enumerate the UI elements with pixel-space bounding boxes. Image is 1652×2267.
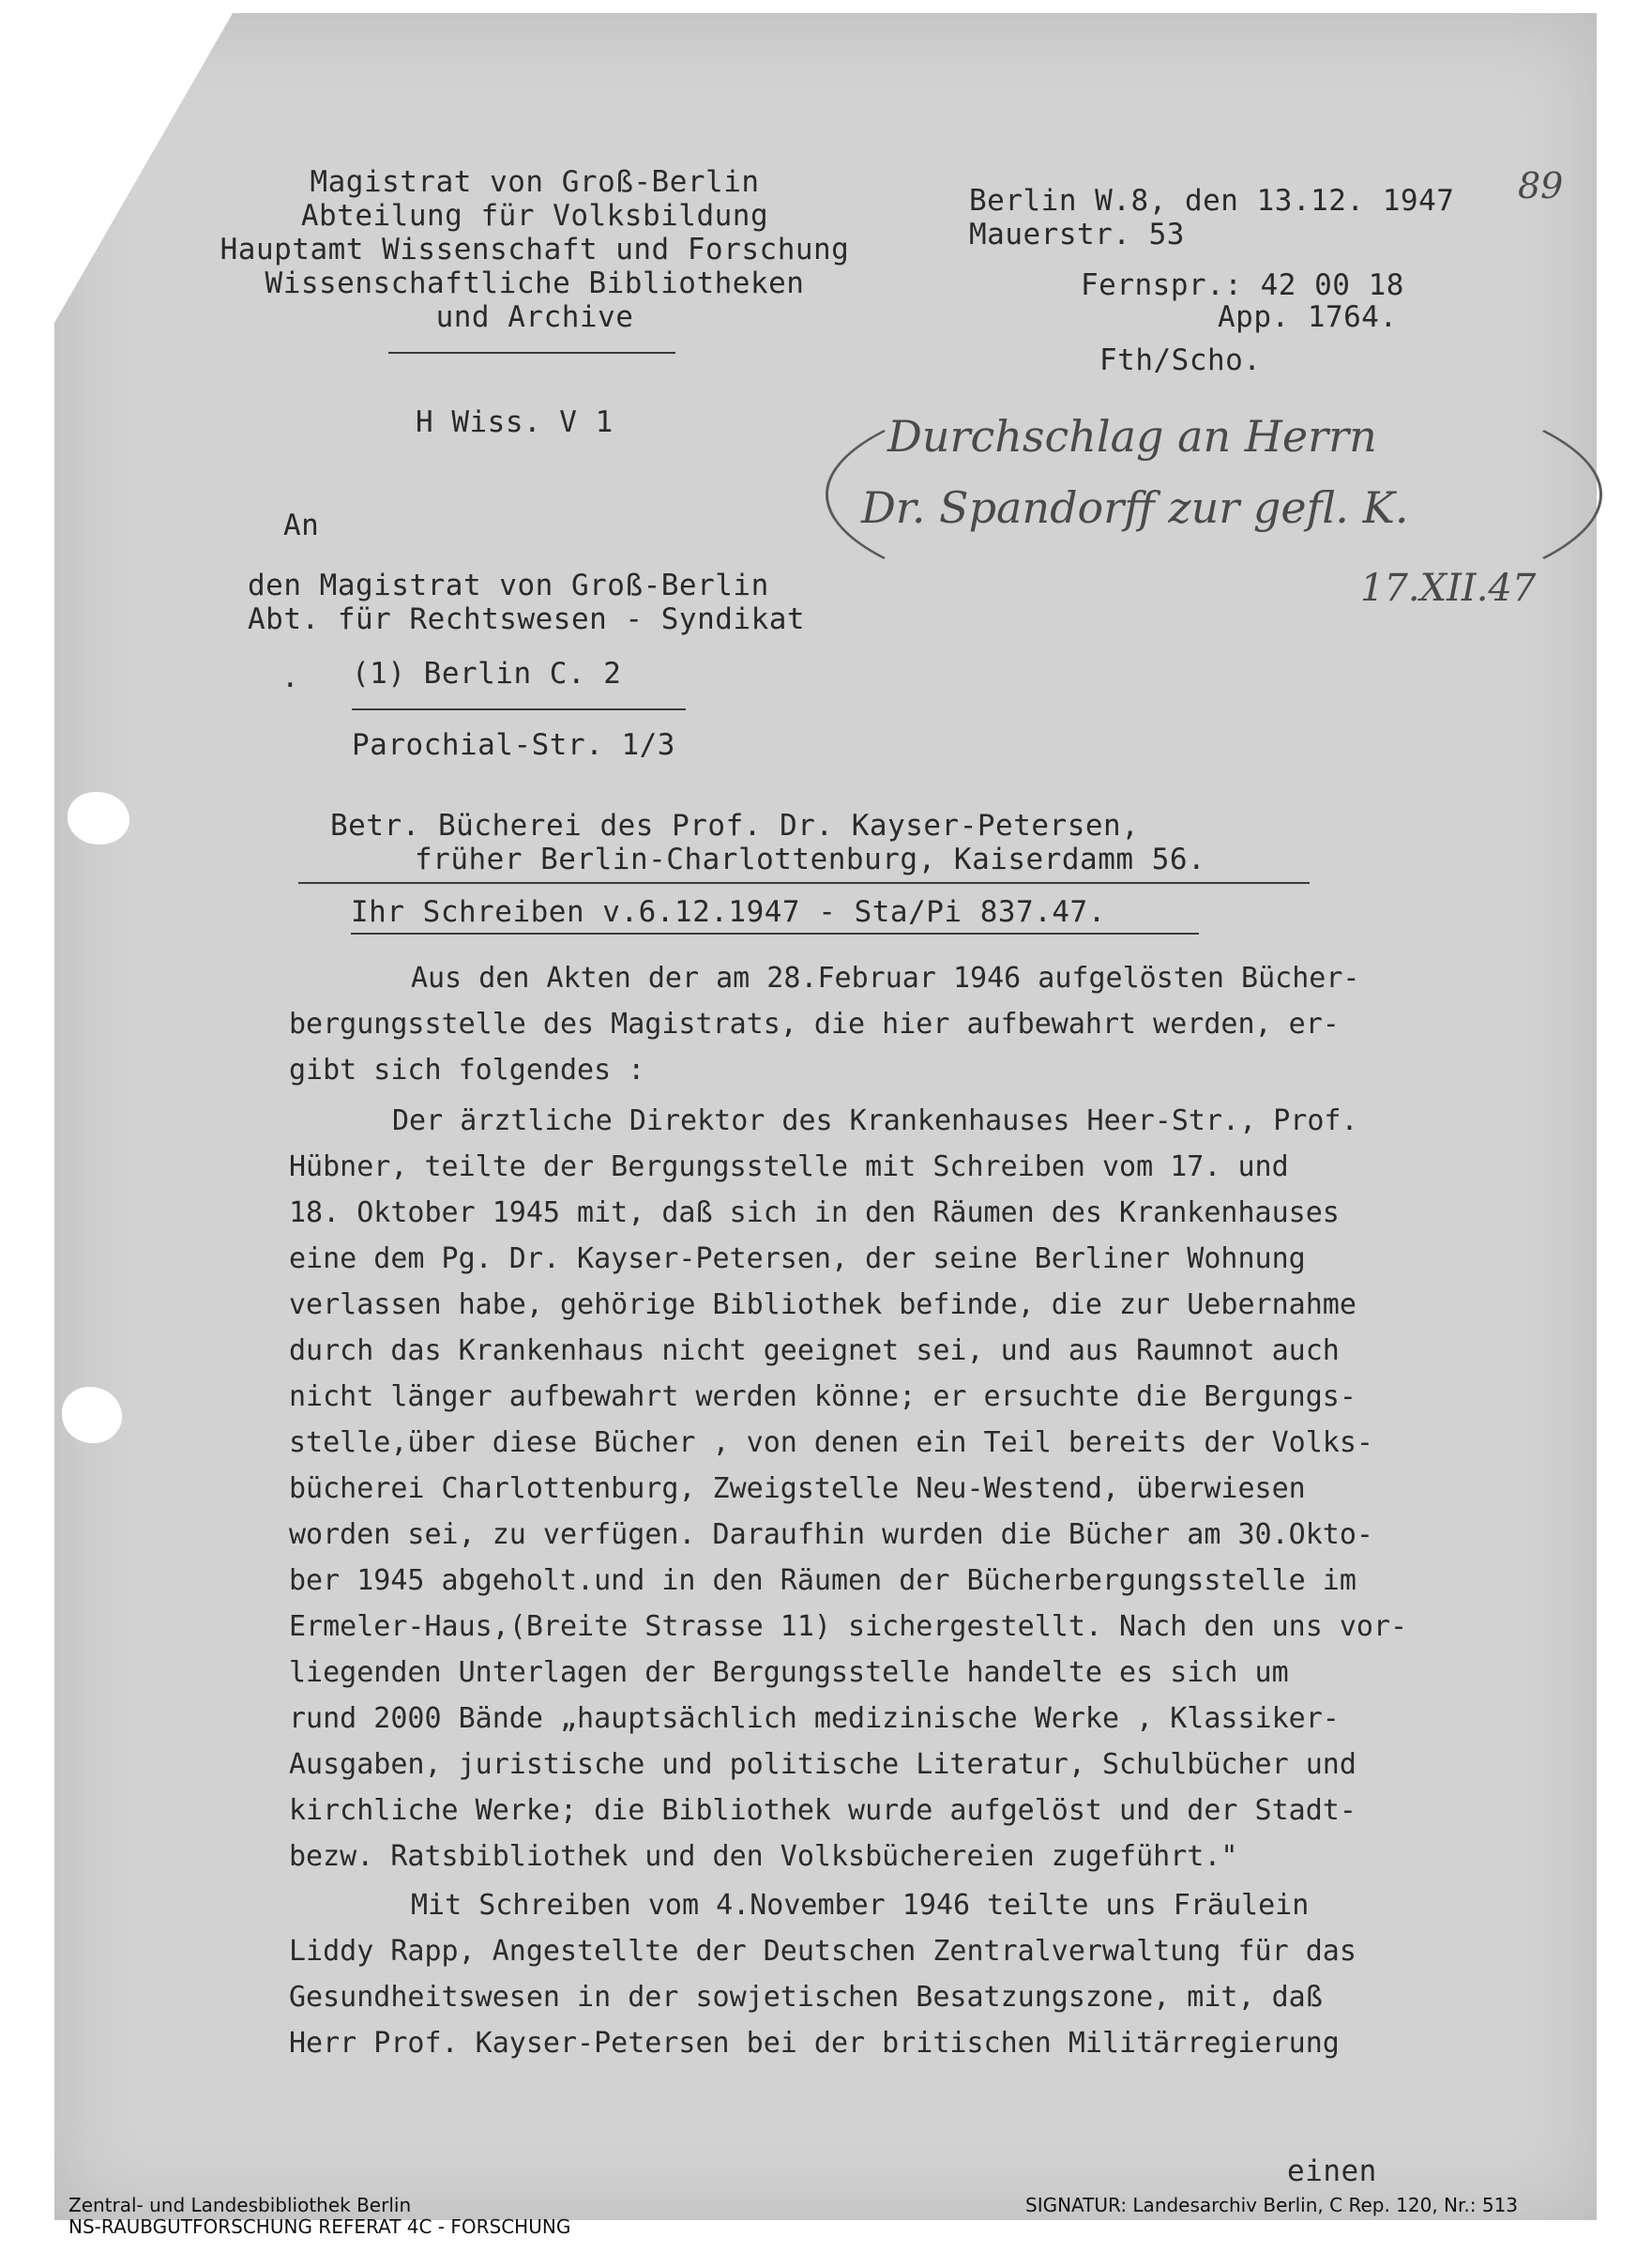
recipient-line-1: den Magistrat von Groß-Berlin: [248, 569, 769, 602]
footer-signature: SIGNATUR: Landesarchiv Berlin, C Rep. 120, Nr.: 513: [1025, 2194, 1519, 2216]
body-line: eine dem Pg. Dr. Kayser-Petersen, der seine Berliner Wohnung: [289, 1242, 1306, 1275]
body-line: 18. Oktober 1945 mit, daß sich in den Räumen des Krankenhauses: [289, 1196, 1340, 1229]
sender-line-4: Wissenschaftliche Bibliotheken: [265, 266, 805, 300]
recipient-line-4: Parochial-Str. 1/3: [352, 728, 675, 762]
punch-hole-bottom: [62, 1387, 122, 1443]
punch-hole-top: [68, 792, 129, 844]
body-line: Liddy Rapp, Angestellte der Deutschen Zentralverwaltung für das: [289, 1935, 1356, 1968]
subject-line-1: Betr. Bücherei des Prof. Dr. Kayser-Petersen,: [330, 809, 1140, 843]
footer-institution: Zentral- und Landesbibliothek Berlin: [68, 2194, 412, 2216]
body-paragraph-1: [289, 955, 1508, 1093]
phone-extension: App. 1764.: [1218, 300, 1398, 334]
recipient-bullet: .: [281, 661, 300, 694]
body-line: bezw. Ratsbibliothek und den Volksbüchereien zugeführt.": [289, 1840, 1238, 1873]
body-line: Ermeler-Haus,(Breite Strasse 11) sichergestellt. Nach den uns vor-: [289, 1610, 1408, 1643]
body-paragraph-3: [289, 1882, 1508, 2066]
body-line: Mit Schreiben vom 4.November 1946 teilte uns Fräulein: [411, 1889, 1310, 1922]
body-line: kirchliche Werke; die Bibliothek wurde aufgelöst und der Stadt-: [289, 1794, 1356, 1827]
reference-initials: Fth/Scho.: [1099, 343, 1262, 377]
sender-line-3: Hauptamt Wissenschaft und Forschung: [220, 233, 850, 266]
sender-rule: [388, 352, 675, 354]
sender-line-5: und Archive: [435, 300, 634, 334]
body-line: durch das Krankenhaus nicht geeignet sei, und aus Raumnot auch: [289, 1334, 1340, 1367]
body-line: nicht länger aufbewahrt werden könne; er ersuchte die Bergungs-: [289, 1380, 1356, 1413]
subject-reference: Ihr Schreiben v.6.12.1947 - Sta/Pi 837.47.: [351, 895, 1106, 929]
body-paragraph-2: [289, 1098, 1508, 1879]
recipient-line-2: Abt. für Rechtswesen - Syndikat: [248, 602, 806, 636]
body-line: rund 2000 Bände „hauptsächlich medizinische Werke , Klassiker-: [289, 1702, 1340, 1735]
recipient-line-3: (1) Berlin C. 2: [352, 657, 622, 691]
body-line: Hübner, teilte der Bergungsstelle mit Schreiben vom 17. und: [289, 1150, 1289, 1183]
body-line: worden sei, zu verfügen. Daraufhin wurden die Bücher am 30.Okto-: [289, 1518, 1373, 1551]
body-line: bergungsstelle des Magistrats, die hier aufbewahrt werden, er-: [289, 1008, 1340, 1041]
file-reference: H Wiss. V 1: [416, 405, 614, 439]
body-line: gibt sich folgendes :: [289, 1054, 645, 1087]
footer-department: NS-RAUBGUTFORSCHUNG REFERAT 4C - FORSCHUNG: [68, 2215, 571, 2238]
recipient-an: An: [283, 509, 320, 542]
body-line: Aus den Akten der am 28.Februar 1946 aufgelösten Bücher-: [411, 962, 1360, 995]
subject-reference-rule: [351, 933, 1199, 935]
body-line: Der ärztliche Direktor des Krankenhauses Heer-Str., Prof.: [392, 1104, 1358, 1137]
street-address: Mauerstr. 53: [969, 218, 1185, 251]
body-line: Ausgaben, juristische und politische Literatur, Schulbücher und: [289, 1748, 1356, 1781]
body-line: liegenden Unterlagen der Bergungsstelle handelte es sich um: [289, 1656, 1289, 1689]
body-line: ber 1945 abgeholt.und in den Räumen der Bücherbergungsstelle im: [289, 1564, 1356, 1597]
handwritten-note-line-2: Dr. Spandorff zur gefl. K.: [861, 482, 1409, 533]
sender-line-2: Abteilung für Volksbildung: [300, 199, 769, 233]
phone-number: Fernspr.: 42 00 18: [1081, 268, 1404, 302]
handwritten-note-line-1: Durchschlag an Herrn: [887, 411, 1377, 462]
place-date: Berlin W.8, den 13.12. 1947: [969, 184, 1455, 218]
body-line: Gesundheitswesen in der sowjetischen Besatzungszone, mit, daß: [289, 1981, 1323, 2014]
handwritten-page-number: 89: [1518, 165, 1564, 206]
body-line: stelle,über diese Bücher , von denen ein Teil bereits der Volks-: [289, 1426, 1373, 1459]
body-line: Herr Prof. Kayser-Petersen bei der britischen Militärregierung: [289, 2027, 1340, 2060]
handwritten-note-date: 17.XII.47: [1360, 567, 1537, 610]
subject-rule: [298, 882, 1310, 884]
sender-line-1: Magistrat von Groß-Berlin: [310, 165, 760, 199]
body-line: bücherei Charlottenburg, Zweigstelle Neu-Westend, überwiesen: [289, 1472, 1306, 1505]
catchword: einen: [1287, 2154, 1377, 2188]
recipient-rule: [352, 708, 686, 710]
body-line: verlassen habe, gehörige Bibliothek befinde, die zur Uebernahme: [289, 1288, 1356, 1321]
subject-line-2: früher Berlin-Charlottenburg, Kaiserdamm 56.: [415, 843, 1206, 876]
